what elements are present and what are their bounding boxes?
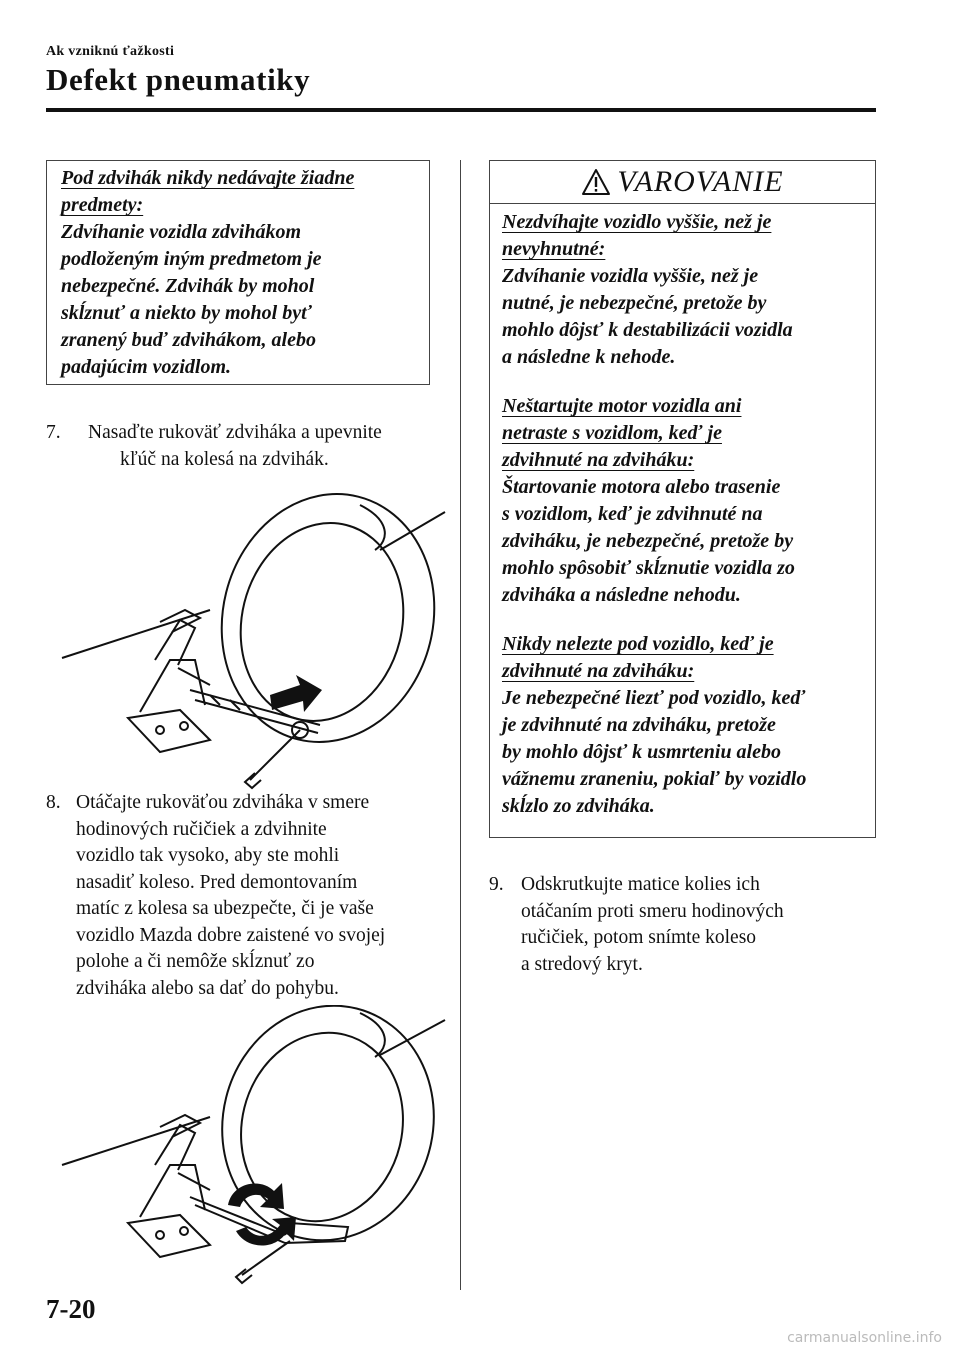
step-8 bbox=[46, 790, 456, 1002]
warning-body-line: Zdvíhanie vozidla vyššie, než je bbox=[502, 265, 759, 287]
page-number: 7-20 bbox=[46, 1294, 96, 1324]
column-divider bbox=[460, 160, 461, 1290]
warning-body-line: zdviháku, je nebezpečné, pretože by bbox=[502, 530, 794, 552]
warning-body-line: s vozidlom, keď je zdvihnuté na bbox=[502, 503, 763, 525]
header-rule bbox=[46, 108, 876, 112]
section-label: Ak vzniknú ťažkosti bbox=[46, 44, 175, 59]
warning-block bbox=[502, 393, 870, 609]
step-line: ručičiek, potom snímte koleso bbox=[521, 927, 757, 948]
warning-body-line: Štartovanie motora alebo trasenie bbox=[502, 476, 781, 498]
step-number: 7. bbox=[46, 422, 61, 443]
watermark: carmanualsonline.info bbox=[787, 1330, 942, 1346]
warning-block bbox=[502, 209, 870, 371]
warning-heading-line: netraste s vozidlom, keď je bbox=[502, 422, 722, 444]
warning-body-line: skĺzlo zo zdviháka. bbox=[502, 795, 655, 817]
step-line: matíc z kolesa sa ubezpečte, či je vaše bbox=[76, 898, 374, 919]
step-line: nasadiť koleso. Pred demontovaním bbox=[76, 871, 358, 893]
warning-body-line: zranený buď zdvihákom, alebo bbox=[61, 329, 316, 351]
warning-body bbox=[502, 209, 870, 842]
warning-heading-line: Nikdy nelezte pod vozidlo, keď je bbox=[502, 633, 774, 655]
step-line: Otáčajte rukoväťou zdviháka v smere bbox=[76, 792, 370, 813]
step-line: Odskrutkujte matice kolies ich bbox=[521, 874, 760, 895]
step-7 bbox=[46, 420, 446, 473]
warning-heading-line: Neštartujte motor vozidla ani bbox=[502, 395, 742, 417]
page-title: Defekt pneumatiky bbox=[46, 62, 311, 97]
warning-body-line: podloženým iným predmetom je bbox=[61, 248, 322, 270]
step-line: kľúč na kolesá na zdvihák. bbox=[120, 448, 329, 470]
warning-body-line: by mohlo dôjsť k usmrteniu alebo bbox=[502, 741, 781, 763]
step-number: 9. bbox=[489, 874, 504, 895]
step-line: Nasaďte rukoväť zdviháka a upevnite bbox=[88, 422, 382, 443]
warning-heading-line: predmety: bbox=[61, 194, 144, 216]
warning-body-line: zdviháka a následne nehodu. bbox=[502, 584, 741, 606]
warning-triangle-icon bbox=[581, 168, 611, 196]
step-number: 8. bbox=[46, 792, 61, 813]
warning-block bbox=[502, 631, 870, 820]
warning-body-line: nebezpečné. Zdvihák by mohol bbox=[61, 275, 315, 297]
warning-heading-line: zdvihnuté na zdviháku: bbox=[502, 449, 695, 471]
warning-body-line: padajúcim vozidlom. bbox=[61, 356, 231, 378]
warning-title: VAROVANIE bbox=[617, 165, 784, 198]
warning-body-line: a následne k nehode. bbox=[502, 346, 676, 368]
warning-body-line: vážnemu zraneniu, pokiaľ by vozidlo bbox=[502, 768, 807, 790]
warning-body-line: Zdvíhanie vozidla zdvihákom bbox=[61, 221, 301, 243]
warning-body-line: Je nebezpečné liezť pod vozidlo, keď bbox=[502, 687, 806, 709]
warning-body-line: mohlo spôsobiť skĺznutie vozidla zo bbox=[502, 557, 795, 579]
warning-heading-line: Nezdvíhajte vozidlo vyššie, než je bbox=[502, 211, 772, 233]
step-line: vozidlo tak vysoko, aby ste mohli bbox=[76, 845, 340, 866]
step-line: otáčaním proti smeru hodinových bbox=[521, 900, 784, 922]
warning-heading-line: nevyhnutné: bbox=[502, 238, 606, 260]
jack-handle-illustration bbox=[60, 490, 450, 790]
warning-header bbox=[490, 161, 875, 204]
warning-body-line: mohlo dôjsť k destabilizácii vozidla bbox=[502, 319, 793, 341]
warning-box-continued bbox=[46, 160, 430, 385]
step-line: a stredový kryt. bbox=[521, 953, 643, 975]
step-line: zdviháka alebo sa dať do pohybu. bbox=[76, 977, 339, 999]
warning-heading-line: Pod zdvihák nikdy nedávajte žiadne bbox=[61, 167, 355, 189]
step-line: vozidlo Mazda dobre zaistené vo svojej bbox=[76, 924, 386, 946]
warning-box bbox=[489, 160, 876, 838]
warning-body-line: nutné, je nebezpečné, pretože by bbox=[502, 292, 767, 314]
step-line: hodinových ručičiek a zdvihnite bbox=[76, 818, 327, 840]
warning-body-line: skĺznuť a niekto by mohol byť bbox=[61, 302, 312, 324]
warning-body-line: je zdvihnuté na zdviháku, pretože bbox=[502, 714, 776, 736]
jack-rotation-illustration bbox=[60, 1005, 450, 1285]
step-9 bbox=[489, 872, 889, 978]
step-line: polohe a či nemôže skĺznuť zo bbox=[76, 951, 315, 972]
warning-heading-line: zdvihnuté na zdviháku: bbox=[502, 660, 695, 682]
